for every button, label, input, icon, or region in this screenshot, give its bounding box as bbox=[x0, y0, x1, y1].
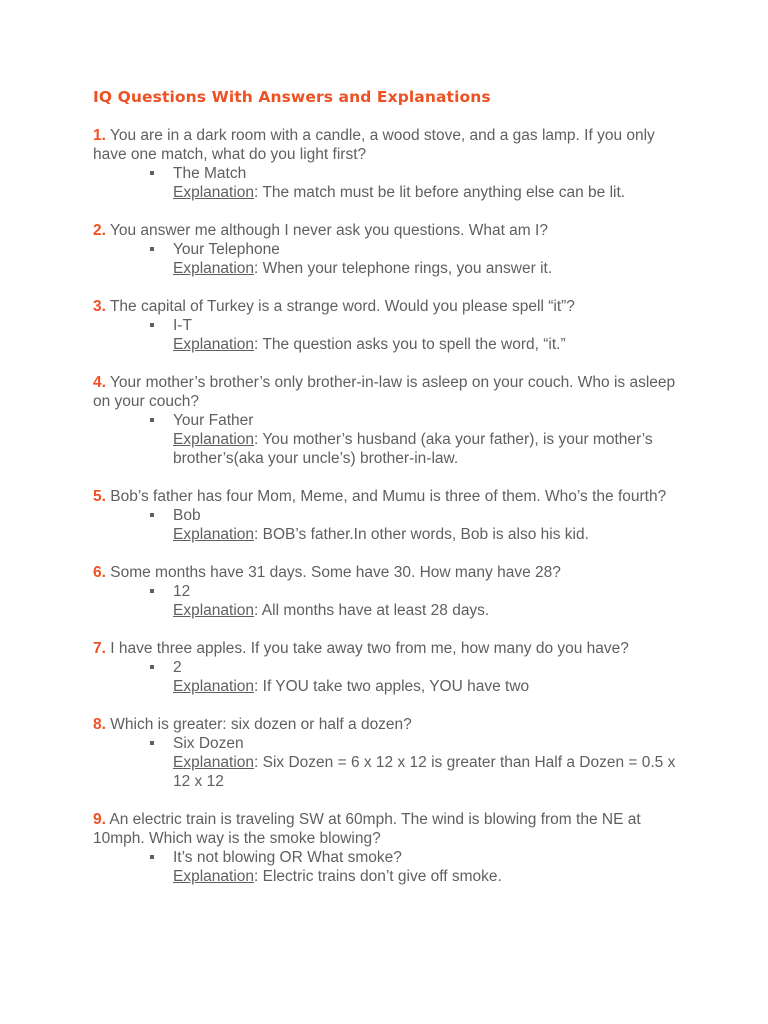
explanation-text: You mother’s husband (aka your father), is your mother’s brother’s(aka your uncle’s) brother-in-law. bbox=[173, 431, 653, 467]
question-text: An electric train is traveling SW at 60mph. The wind is blowing from the NE at 10mph. Which way is the smoke blowing? bbox=[93, 811, 641, 847]
explanation-text: The question asks you to spell the word, “it.” bbox=[262, 336, 566, 353]
answer-block bbox=[93, 582, 683, 620]
question-text: Which is greater: six dozen or half a dozen? bbox=[110, 716, 412, 733]
explanation-label: Explanation bbox=[173, 184, 255, 201]
question-number: 5. bbox=[93, 488, 106, 505]
explanation: Explanation: You mother’s husband (aka your father), is your mother’s brother’s(aka your uncle’s) brother-in-law. bbox=[173, 431, 653, 467]
bullet-icon bbox=[150, 323, 154, 327]
bullet-icon bbox=[150, 171, 154, 175]
question-number: 4. bbox=[93, 374, 106, 391]
question bbox=[93, 563, 683, 582]
answer-block bbox=[93, 658, 683, 696]
answer-text: I-T bbox=[173, 317, 192, 334]
question bbox=[93, 221, 683, 240]
explanation: Explanation: All months have at least 28 days. bbox=[173, 602, 490, 619]
qa-item-8 bbox=[93, 715, 683, 791]
answer-block bbox=[93, 240, 683, 278]
explanation-label: Explanation bbox=[173, 336, 255, 353]
answer-block bbox=[93, 506, 683, 544]
question-text: Some months have 31 days. Some have 30. How many have 28? bbox=[110, 564, 561, 581]
explanation-label: Explanation bbox=[173, 602, 255, 619]
qa-item-9 bbox=[93, 810, 683, 886]
question-text: Your mother’s brother’s only brother-in-law is asleep on your couch. Who is asleep on your couch? bbox=[93, 374, 676, 410]
explanation: Explanation: The match must be lit before anything else can be lit. bbox=[173, 184, 626, 201]
bullet-icon bbox=[150, 513, 154, 517]
bullet-icon bbox=[150, 418, 154, 422]
question-text: I have three apples. If you take away two from me, how many do you have? bbox=[110, 640, 629, 657]
qa-item-1 bbox=[93, 126, 683, 202]
answer-block bbox=[93, 164, 683, 202]
document-title: IQ Questions With Answers and Explanations bbox=[93, 88, 491, 106]
qa-item-2 bbox=[93, 221, 683, 278]
explanation-text: When your telephone rings, you answer it. bbox=[262, 260, 553, 277]
question-text: You are in a dark room with a candle, a wood stove, and a gas lamp. If you only have one match, what do you light first? bbox=[93, 127, 655, 163]
explanation-text: The match must be lit before anything else can be lit. bbox=[262, 184, 626, 201]
question-number: 9. bbox=[93, 811, 106, 828]
question bbox=[93, 487, 683, 506]
qa-item-5 bbox=[93, 487, 683, 544]
question-text: You answer me although I never ask you questions. What am I? bbox=[109, 222, 548, 239]
answer-text: Your Telephone bbox=[173, 241, 280, 258]
qa-item-4 bbox=[93, 373, 683, 468]
answer-text: Bob bbox=[173, 507, 201, 524]
answer-text: 2 bbox=[173, 659, 182, 676]
bullet-icon bbox=[150, 741, 154, 745]
qa-item-7 bbox=[93, 639, 683, 696]
question-text: Bob’s father has four Mom, Meme, and Mumu is three of them. Who’s the fourth? bbox=[110, 488, 667, 505]
explanation-text: Six Dozen = 6 x 12 x 12 is greater than Half a Dozen = 0.5 x 12 x 12 bbox=[173, 754, 676, 790]
explanation-text: BOB’s father.In other words, Bob is also his kid. bbox=[262, 526, 589, 543]
explanation: Explanation: When your telephone rings, you answer it. bbox=[173, 260, 553, 277]
answer-text: The Match bbox=[173, 165, 247, 182]
bullet-icon bbox=[150, 247, 154, 251]
qa-item-3 bbox=[93, 297, 683, 354]
question bbox=[93, 639, 683, 658]
question bbox=[93, 373, 683, 411]
answer-text: It’s not blowing OR What smoke? bbox=[173, 849, 402, 866]
explanation: Explanation: Six Dozen = 6 x 12 x 12 is greater than Half a Dozen = 0.5 x 12 x 12 bbox=[173, 754, 676, 790]
explanation-label: Explanation bbox=[173, 431, 255, 448]
bullet-icon bbox=[150, 665, 154, 669]
question-number: 1. bbox=[93, 127, 106, 144]
question bbox=[93, 810, 683, 848]
explanation: Explanation: Electric trains don’t give off smoke. bbox=[173, 868, 502, 885]
question bbox=[93, 297, 683, 316]
explanation-text: If YOU take two apples, YOU have two bbox=[262, 678, 530, 695]
answer-text: 12 bbox=[173, 583, 191, 600]
explanation: Explanation: If YOU take two apples, YOU have two bbox=[173, 678, 530, 695]
question bbox=[93, 126, 683, 164]
bullet-icon bbox=[150, 589, 154, 593]
question bbox=[93, 715, 683, 734]
explanation-label: Explanation bbox=[173, 754, 255, 771]
explanation-text: All months have at least 28 days. bbox=[261, 602, 490, 619]
answer-text: Your Father bbox=[173, 412, 254, 429]
question-number: 7. bbox=[93, 640, 106, 657]
document-page bbox=[93, 86, 683, 905]
question-number: 3. bbox=[93, 298, 106, 315]
qa-item-6 bbox=[93, 563, 683, 620]
answer-block bbox=[93, 411, 683, 468]
answer-text: Six Dozen bbox=[173, 735, 244, 752]
explanation: Explanation: BOB’s father.In other words, Bob is also his kid. bbox=[173, 526, 589, 543]
explanation-label: Explanation bbox=[173, 868, 255, 885]
bullet-icon bbox=[150, 855, 154, 859]
explanation: Explanation: The question asks you to spell the word, “it.” bbox=[173, 336, 566, 353]
explanation-label: Explanation bbox=[173, 260, 255, 277]
question-number: 8. bbox=[93, 716, 106, 733]
question-text: The capital of Turkey is a strange word. Would you please spell “it”? bbox=[109, 298, 575, 315]
answer-block bbox=[93, 316, 683, 354]
question-number: 2. bbox=[93, 222, 106, 239]
question-number: 6. bbox=[93, 564, 106, 581]
answer-block bbox=[93, 848, 683, 886]
answer-block bbox=[93, 734, 683, 791]
explanation-label: Explanation bbox=[173, 678, 255, 695]
explanation-label: Explanation bbox=[173, 526, 255, 543]
explanation-text: Electric trains don’t give off smoke. bbox=[262, 868, 502, 885]
